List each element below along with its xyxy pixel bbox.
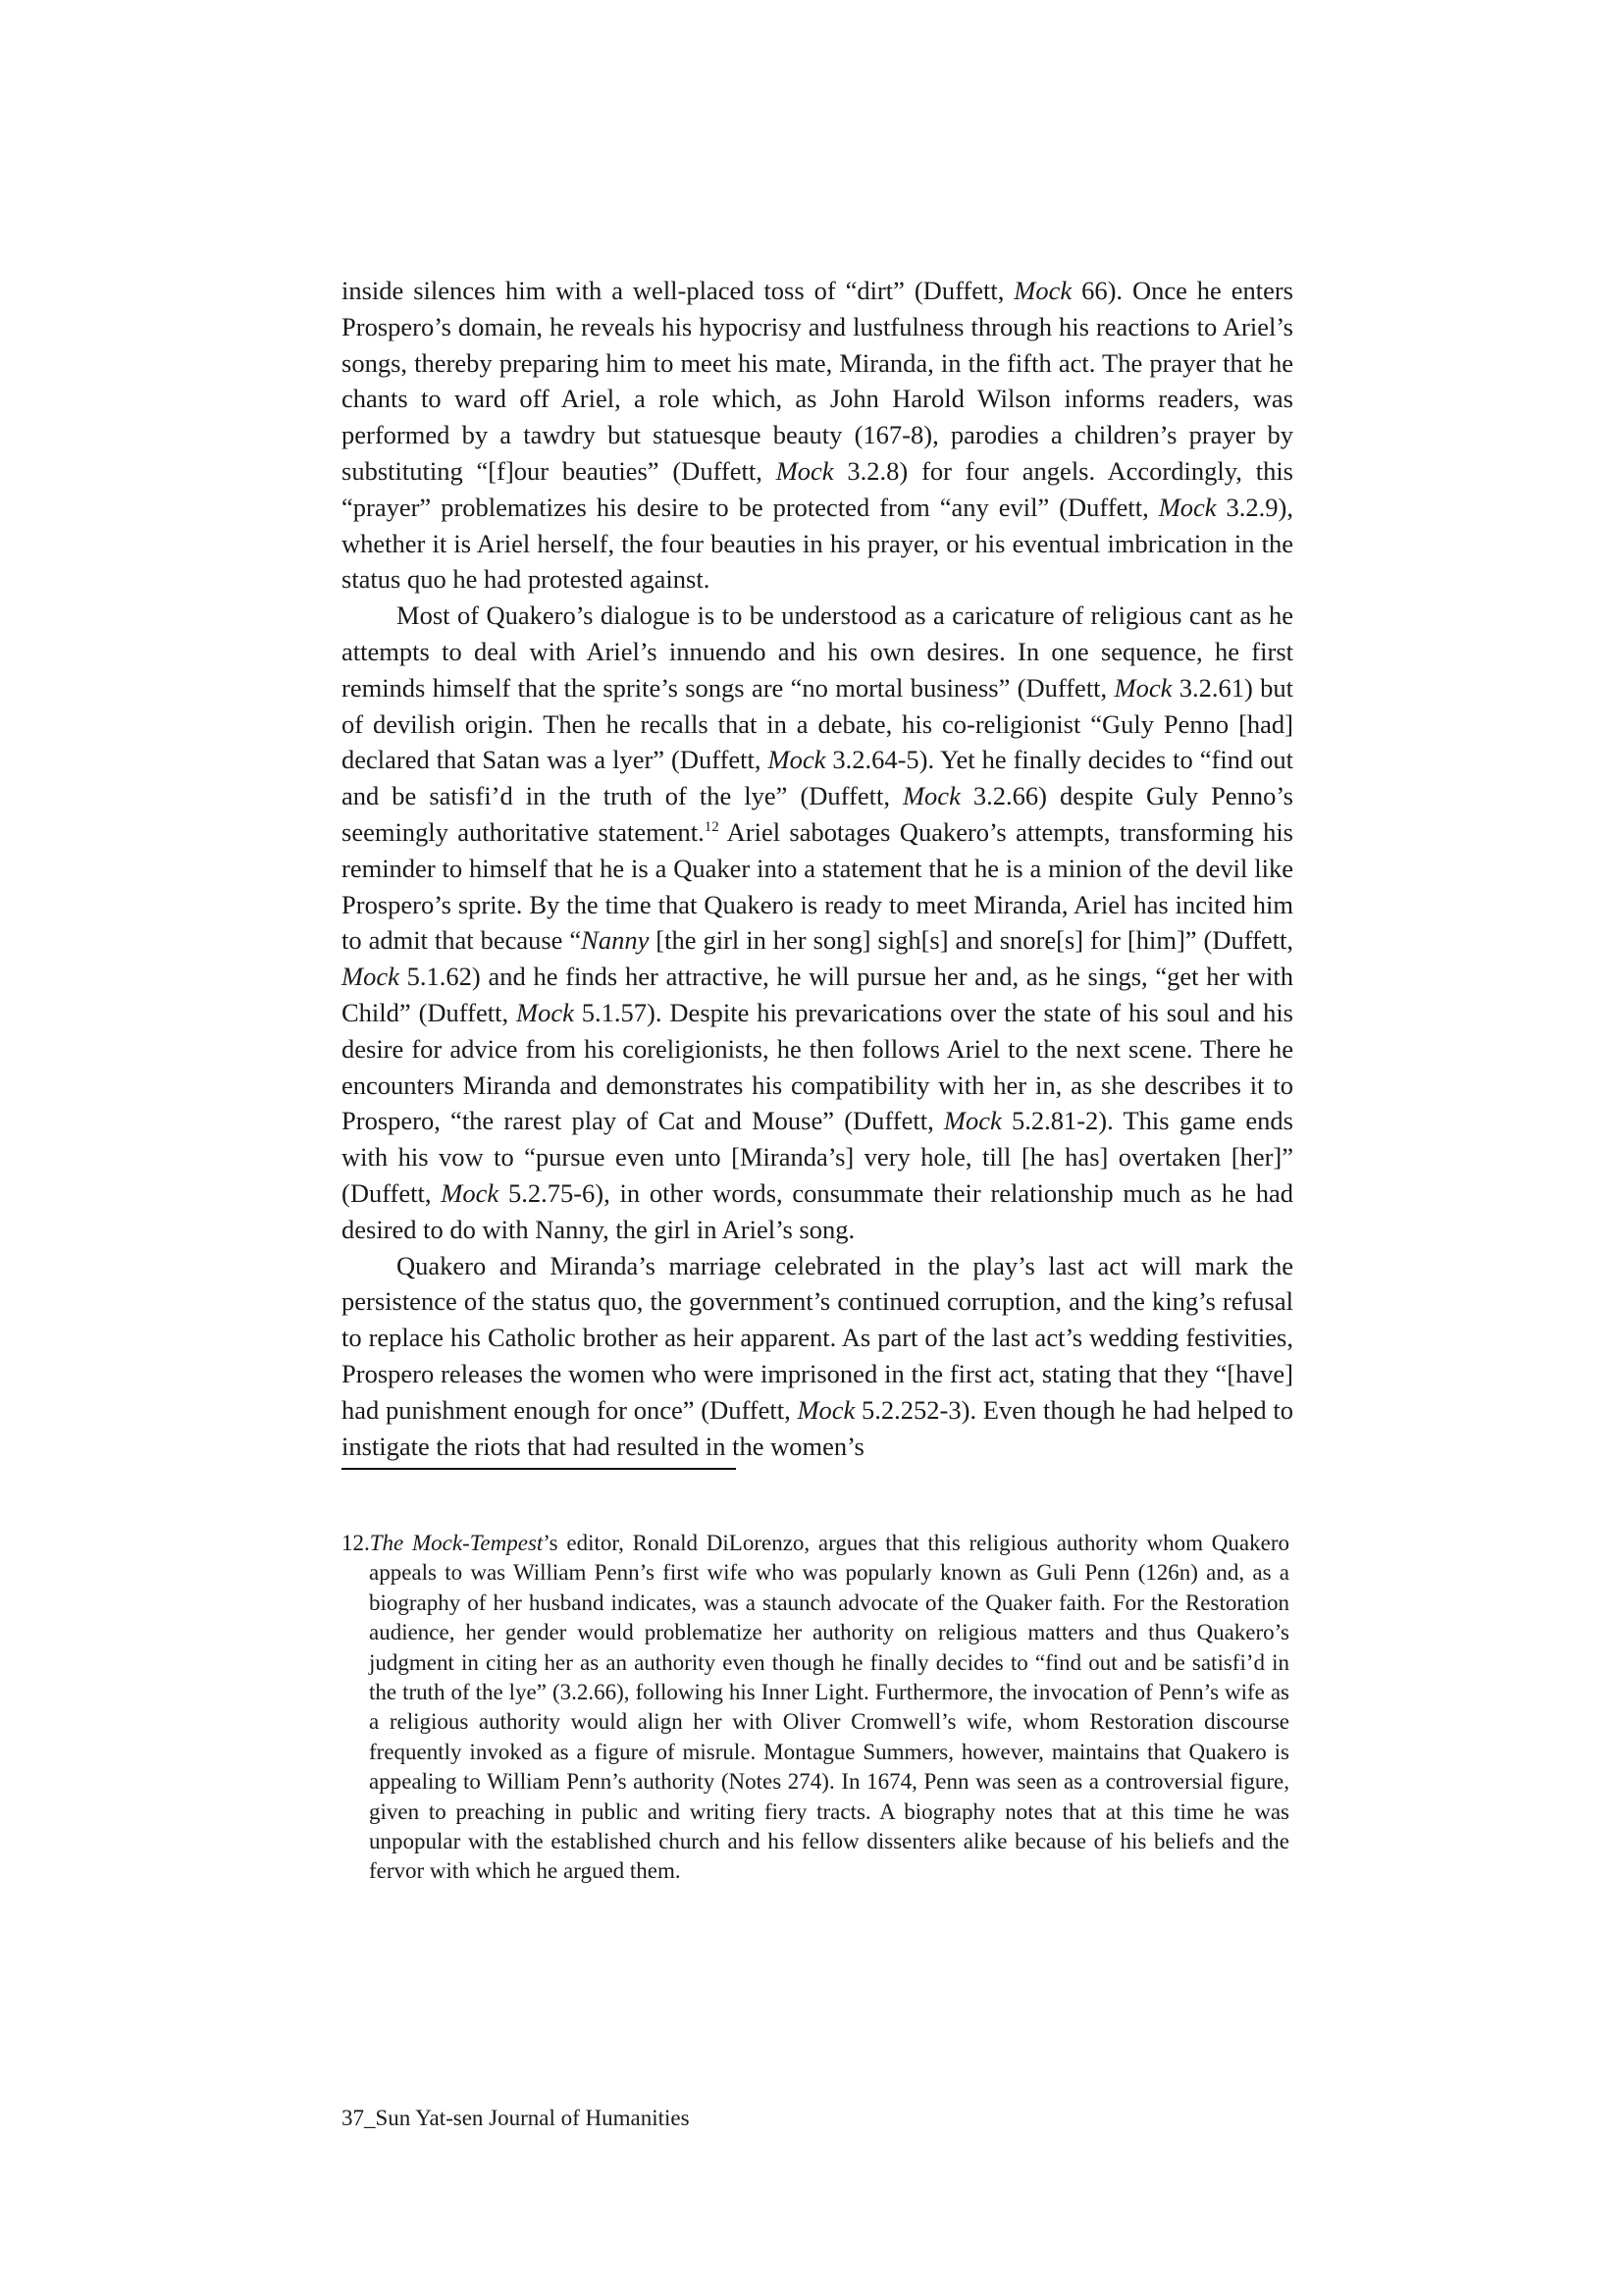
italic-title: Mock [797, 1394, 856, 1425]
italic-title: Mock [767, 745, 826, 775]
footnote-text: ’s editor, Ronald DiLorenzo, argues that this religious authority whom Quakero appeals to was William Penn’s first wife who was popularly known as Guli Penn (126n) and, as a biography of her husband indicates, was a staunch advocate of the Quaker faith. For the Restoration audience, her gender would problematize her authority on religious matters and thus Quakero’s judgment in citing her as an authority even though he finally decides to “find out and be satisfi’d in the truth of the lye” (3.2.66), following his Inner Light. Furthermore, the invocation of Penn’s wife as a religious authority would align her with Oliver Cromwell’s wife, whom Restoration discourse frequently invoked as a figure of misrule. Montague Summers, however, maintains that Quakero is appealing to William Penn’s authority (Notes 274). In 1674, Penn was seen as a controversial figure, given to preaching in public and writing fiery tracts. A biography notes that at this time he was unpopular with the established church and his fellow dissenters alike because of his beliefs and the fervor with which he argued them. [369, 1531, 1289, 1884]
italic-title: Mock [1158, 492, 1217, 522]
italic-title: Mock [516, 997, 574, 1027]
italic-title: Mock [1014, 276, 1073, 305]
footnote-12 [341, 1529, 1289, 1887]
footnote-title: The Mock-Tempest [369, 1531, 544, 1555]
italic-title: Mock [902, 781, 961, 811]
italic-name: Nanny [581, 925, 650, 956]
running-footer: 37_Sun Yat-sen Journal of Humanities [341, 2106, 690, 2130]
italic-title: Mock [441, 1177, 499, 1208]
italic-title: Mock [1114, 672, 1173, 703]
paragraph-1: inside silences him with a well-placed toss of “dirt” (Duffett, Mock 66). Once he enters Prospero’s domain, he reveals his hypocrisy and lustfulness through his reactions to Ariel’s songs, thereby preparing him to meet his mate, Miranda, in the fifth act. The prayer that he chants to ward off Ariel, a role which, as John Harold Wilson informs readers, was performed by a tawdry but statuesque beauty (167-8), parodies a children’s prayer by substituting “[f]our beauties” (Duffett, Mock 3.2.8) for four angels. Accordingly, this “prayer” problematizes his desire to be protected from “any evil” (Duffett, Mock 3.2.9), whether it is Ariel herself, the four beauties in his prayer, or his eventual imbrication in the status quo he had protested against. [341, 276, 1293, 595]
footnote-number: 12. [341, 1531, 370, 1555]
italic-title: Mock [775, 455, 834, 486]
body-text [341, 273, 1293, 1464]
italic-title: Mock [943, 1106, 1002, 1136]
paragraph-2: Most of Quakero’s dialogue is to be understood as a caricature of religious cant as he attempts to deal with Ariel’s innuendo and his own desires. In one sequence, he first reminds himself that the sprite’s songs are “no mortal business” (Duffett, Mock 3.2.61) but of devilish origin. Then he recalls that in a debate, his co-religionist “Guly Penno [had] declared that Satan was a lyer” (Duffett, Mock 3.2.64-5). Yet he finally decides to “find out and be satisfi’d in the truth of the lye” (Duffett, Mock 3.2.66) despite Guly Penno’s seemingly authoritative statement.$^{12}$ Ariel sabotages Quakero’s attempts, transforming his reminder to himself that he is a Quaker into a statement that he is a minion of the devil like Prospero’s sprite. By the time that Quakero is ready to meet Miranda, Ariel has incited him to admit that because “Nanny [the girl in her song] sigh[s] and snore[s] for [him]” (Duffett, Mock 5.1.62) and he finds her attractive, he will pursue her and, as he sings, “get her with Child” (Duffett, Mock 5.1.57). Despite his prevarications over the state of his soul and his desire for advice from his coreligionists, he then follows Ariel to the next scene. There he encounters Miranda and demonstrates his compatibility with her in, as she describes it to Prospero, “the rarest play of Cat and Mouse” (Duffett, Mock 5.2.81-2). This game ends with his vow to “pursue even unto [Miranda’s] very hole, till [he has] overtaken [her]” (Duffett, Mock 5.2.75-6), in other words, consummate their relationship much as he had desired to do with Nanny, the girl in Ariel’s song. [341, 600, 1293, 1244]
paragraph-3: Quakero and Miranda’s marriage celebrated in the play’s last act will mark the persistence of the status quo, the government’s continued corruption, and the king’s refusal to replace his Catholic brother as heir apparent. As part of the last act’s wedding festivities, Prospero releases the women who were imprisoned in the first act, stating that they “[have] had punishment enough for once” (Duffett, Mock 5.2.252-3). Even though he had helped to instigate the riots that had resulted in the women’s [341, 1250, 1294, 1461]
italic-title: Mock [341, 962, 399, 992]
footnote-divider [341, 1468, 736, 1470]
footnote-ref[interactable]: 12 [704, 818, 719, 835]
